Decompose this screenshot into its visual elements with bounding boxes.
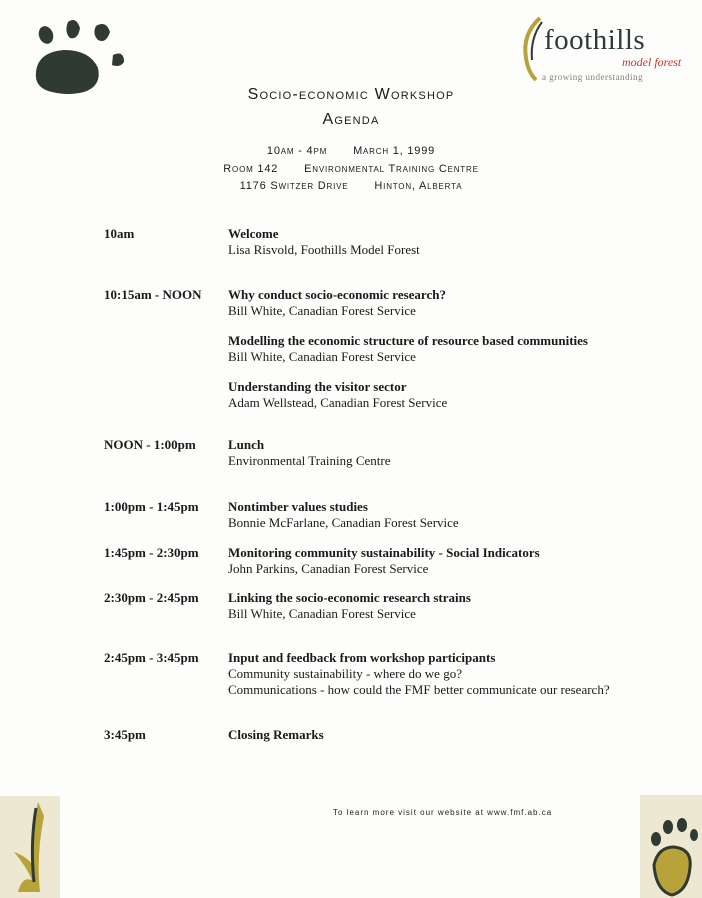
agenda-item-detail: Community sustainability - where do we go? [228,666,462,681]
page-title: Socio-economic Workshop [247,86,455,103]
agenda-items [228,650,610,698]
agenda-time: NOON - 1:00pm [104,437,196,452]
logo-brand-text: foothills [544,24,646,56]
agenda-items [228,437,390,469]
agenda-item-title: Why conduct socio-economic research? [228,287,446,302]
agenda-item-speaker: Lisa Risvold, Foothills Model Forest [228,242,420,257]
agenda-time: 2:30pm - 2:45pm [104,590,199,605]
logo-tagline: a growing understanding [542,72,643,82]
agenda-time: 1:00pm - 1:45pm [104,499,199,514]
agenda-item-title: Monitoring community sustainability - Social Indicators [228,545,540,560]
footer-website-text: To learn more visit our website at www.fmf.ab.ca [333,808,553,817]
agenda-time: 10:15am - NOON [104,287,202,302]
agenda-item-title: Modelling the economic structure of resource based communities [228,333,588,348]
agenda-time: 1:45pm - 2:30pm [104,545,199,560]
agenda-item-title: Input and feedback from workshop participants [228,650,496,665]
agenda-item-speaker: John Parkins, Canadian Forest Service [228,561,429,576]
agenda-time: 3:45pm [104,727,146,742]
logo-subtitle: model forest [622,55,682,69]
agenda-item-speaker: Bill White, Canadian Forest Service [228,606,416,621]
page-subtitle: Agenda [322,111,380,128]
agenda-item-title: Lunch [228,437,265,452]
agenda-items [228,590,471,622]
agenda-item-speaker: Adam Wellstead, Canadian Forest Service [228,395,448,410]
event-street: 1176 Switzer Drive [239,180,349,192]
agenda-items [228,287,588,425]
agenda-item-title: Welcome [228,226,279,241]
event-room: Room 142 [223,163,279,175]
event-venue: Environmental Training Centre [304,163,479,175]
event-location [0,163,702,175]
agenda-item-title: Closing Remarks [228,727,324,742]
agenda-time: 2:45pm - 3:45pm [104,650,199,665]
agenda-item-location: Environmental Training Centre [228,453,391,468]
event-address [0,180,702,192]
agenda-item-speaker: Bill White, Canadian Forest Service [228,303,416,318]
agenda-time: 10am [104,226,135,241]
agenda-item-title: Linking the socio-economic research strains [228,590,471,605]
foothills-logo [516,14,691,84]
agenda-items [228,226,420,258]
agenda-items [228,545,540,577]
agenda-item-detail: Communications - how could the FMF better communicate our research? [228,682,610,697]
agenda-item-title: Nontimber values studies [228,499,368,514]
agenda-item-speaker: Bonnie McFarlane, Canadian Forest Service [228,515,459,530]
event-city: Hinton, Alberta [374,180,463,192]
leaf-decoration-icon [0,796,60,898]
event-time: 10am - 4pm [266,145,328,157]
agenda-item-title: Understanding the visitor sector [228,379,407,394]
paw-print-corner-icon [640,795,702,898]
agenda-items [228,499,459,531]
agenda-items [228,727,324,743]
event-time-date [0,145,702,157]
agenda-item-speaker: Bill White, Canadian Forest Service [228,349,416,364]
event-date: March 1, 1999 [353,145,436,157]
